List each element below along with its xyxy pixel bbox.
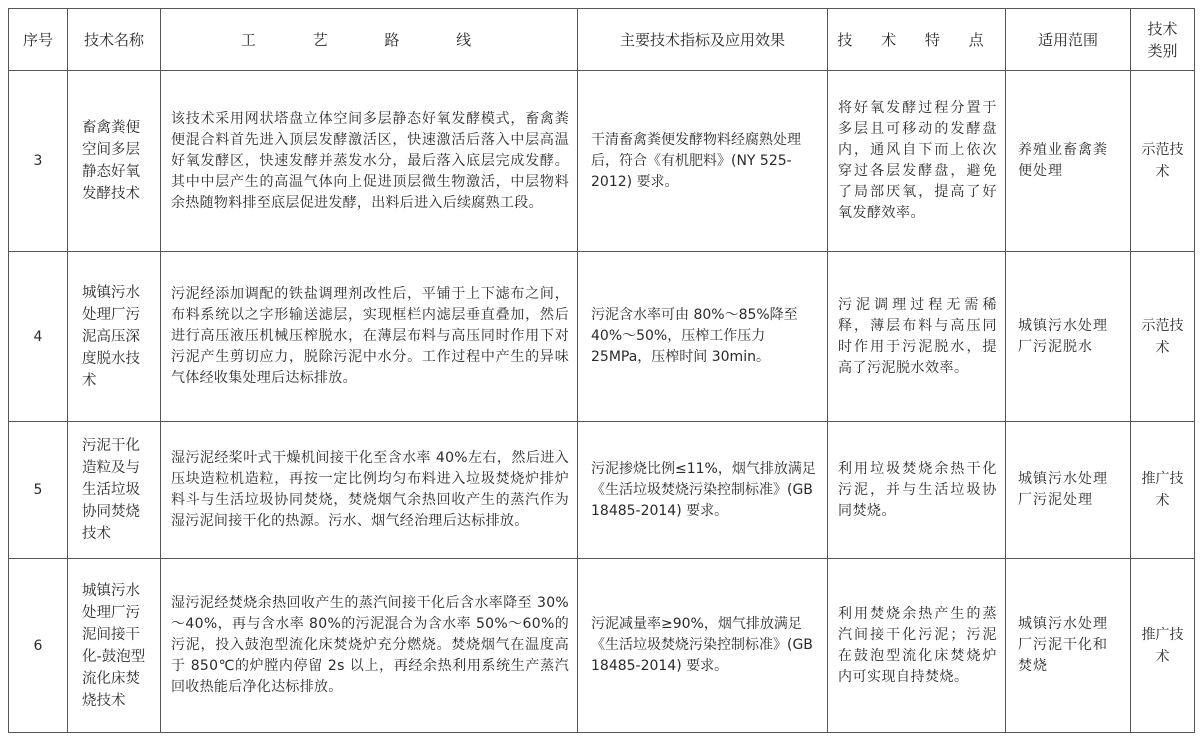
cell-features: 利用垃圾焚烧余热干化污泥，并与生活垃圾协同焚烧。 (828, 422, 1006, 559)
cell-features: 污泥调理过程无需稀释，薄层布料与高压同时作用于污泥脱水，提高了污泥脱水效率。 (828, 252, 1006, 422)
cell-process: 该技术采用网状塔盘立体空间多层静态好氧发酵模式，畜禽粪便混合料首先进入顶层发酵激活区，快速激活后落入中层高温好氧发酵区，快速发酵并蒸发水分，最后落入底层完成发酵。其中中层产生的高温气体向上促进顶层微生物激活，中层物料余热随物料排至底层促进发酵，出料后进入后续腐熟工段。 (161, 71, 578, 252)
cell-indicators: 污泥掺烧比例≤11%，烟气排放满足《生活垃圾焚烧污染控制标准》(GB 18485-2014) 要求。 (578, 422, 828, 559)
cell-seq: 6 (9, 559, 68, 733)
cell-seq: 3 (9, 71, 68, 252)
cell-process: 湿污泥经焚烧余热回收产生的蒸汽间接干化后含水率降至 30%～40%，再与含水率 80%的污泥混合为含水率 50%～60%的污泥，投入鼓泡型流化床焚烧炉充分燃烧。焚烧烟气在温度高于 850℃的炉膛内停留 2s 以上，再经余热利用系统生产蒸汽回收热能后净化达标排放。 (161, 559, 578, 733)
cell-indicators: 污泥含水率可由 80%～85%降至 40%～50%，压榨工作压力 25MPa，压榨时间 30min。 (578, 252, 828, 422)
header-scope: 适用范围 (1006, 9, 1131, 71)
cell-name: 城镇污水处理厂污泥间接干化-鼓泡型流化床焚烧技术 (68, 559, 161, 733)
header-features: 技 术 特 点 (828, 9, 1006, 71)
cell-indicators: 干清畜禽粪便发酵物料经腐熟处理后，符合《有机肥料》(NY 525-2012) 要求。 (578, 71, 828, 252)
header-name: 技术名称 (68, 9, 161, 71)
cell-type: 推广技术 (1131, 559, 1195, 733)
cell-process: 污泥经添加调配的铁盐调理剂改性后，平铺于上下滤布之间，布料系统以之字形输送滤层，实现框栏内滤层垂直叠加，然后进行高压液压机械压榨脱水，在薄层布料与高压同时作用下对污泥产生剪切应力，脱除污泥中水分。工作过程中产生的异味气体经收集处理后达标排放。 (161, 252, 578, 422)
cell-indicators: 污泥减量率≥90%，烟气排放满足《生活垃圾焚烧污染控制标准》(GB 18485-2014) 要求。 (578, 559, 828, 733)
header-process: 工 艺 路 线 (161, 9, 578, 71)
table-row (9, 252, 1195, 422)
table-row (9, 422, 1195, 559)
header-indicators: 主要技术指标及应用效果 (578, 9, 828, 71)
cell-name: 污泥干化造粒及与生活垃圾协同焚烧技术 (68, 422, 161, 559)
cell-scope: 城镇污水处理厂污泥干化和焚烧 (1006, 559, 1131, 733)
cell-features: 将好氧发酵过程分置于多层且可移动的发酵盘内，通风自下而上依次穿过各层发酵盘，避免了局部厌氧，提高了好氧发酵效率。 (828, 71, 1006, 252)
header-seq: 序号 (9, 9, 68, 71)
cell-scope: 城镇污水处理厂污泥处理 (1006, 422, 1131, 559)
cell-scope: 养殖业畜禽粪便处理 (1006, 71, 1131, 252)
table-header-row (9, 9, 1195, 71)
header-type: 技术类别 (1131, 9, 1195, 71)
cell-seq: 5 (9, 422, 68, 559)
technology-table (8, 8, 1195, 733)
cell-name: 畜禽粪便空间多层静态好氧发酵技术 (68, 71, 161, 252)
table-row (9, 71, 1195, 252)
cell-type: 示范技术 (1131, 71, 1195, 252)
cell-features: 利用焚烧余热产生的蒸汽间接干化污泥；污泥在鼓泡型流化床焚烧炉内可实现自持焚烧。 (828, 559, 1006, 733)
cell-type: 推广技术 (1131, 422, 1195, 559)
cell-type: 示范技术 (1131, 252, 1195, 422)
cell-seq: 4 (9, 252, 68, 422)
cell-name: 城镇污水处理厂污泥高压深度脱水技术 (68, 252, 161, 422)
table-row (9, 559, 1195, 733)
cell-process: 湿污泥经桨叶式干燥机间接干化至含水率 40%左右，然后进入压块造粒机造粒，再按一定比例均匀布料进入垃圾焚烧炉排炉料斗与生活垃圾协同焚烧，焚烧烟气余热回收产生的蒸汽作为湿污泥间接干化的热源。污水、烟气经治理后达标排放。 (161, 422, 578, 559)
cell-scope: 城镇污水处理厂污泥脱水 (1006, 252, 1131, 422)
